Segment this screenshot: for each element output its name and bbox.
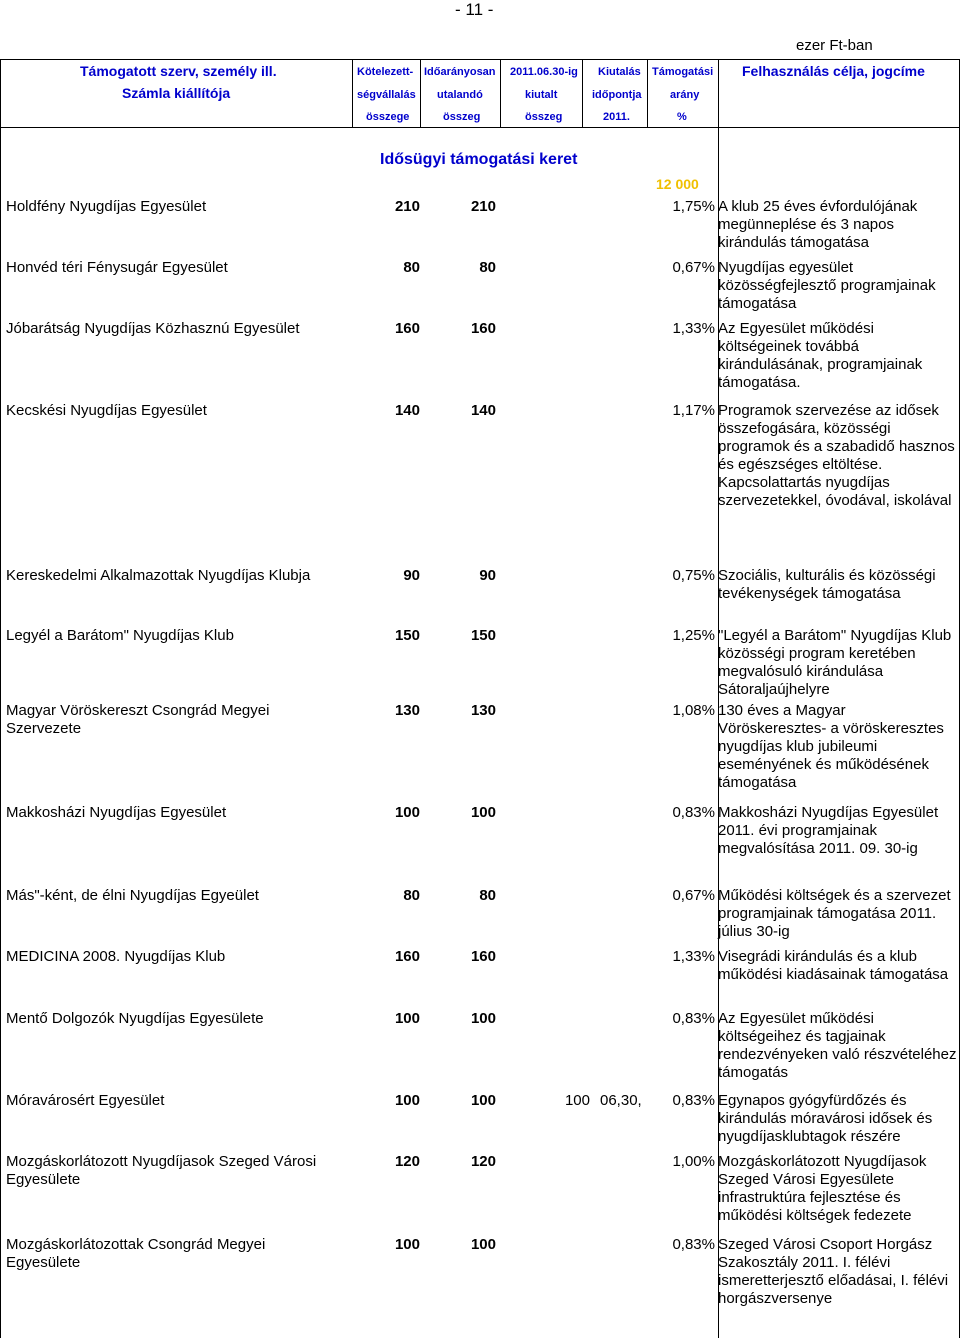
- support-ratio: 0,83%: [672, 804, 715, 821]
- paid-amount: 100: [564, 1092, 590, 1109]
- support-ratio: 0,83%: [672, 1092, 715, 1109]
- header-divider: [500, 59, 501, 127]
- usage-purpose: 130 éves a Magyar Vöröskeresztes- a vöröskeresztes nyugdíjas klub jubileumi eseményének és működésének támogatása: [718, 702, 944, 791]
- section-amount: 12 000: [656, 176, 699, 192]
- header-col3-line3: összeg: [443, 111, 481, 123]
- support-ratio: 0,67%: [672, 259, 715, 276]
- commitment-amount: 80: [403, 259, 420, 276]
- usage-purpose: Programok szervezése az idősek összefogására, közösségi programok és a szabadidő hasznos és egészséges eltöltése. Kapcsolattartás nyugdíjas szervezetekkel, óvodával, iskolával: [718, 402, 955, 509]
- usage-purpose: Az Egyesület működési költségeihez és tagjainak rendezvényeken való részvételéhez támogatás: [718, 1010, 957, 1081]
- support-ratio: 1,08%: [672, 702, 715, 719]
- section-title: Idősügyi támogatási keret: [380, 151, 578, 168]
- usage-purpose: Szeged Városi Csoport Horgász Szakosztály 2011. I. félévi ismeretterjesztő előadásai, I. félévi horgászversenye: [718, 1236, 949, 1307]
- org-name: Kecskési Nyugdíjas Egyesület: [6, 402, 207, 419]
- commitment-amount: 210: [394, 198, 420, 215]
- support-ratio: 0,75%: [672, 567, 715, 584]
- org-name: Holdfény Nyugdíjas Egyesület: [6, 198, 207, 215]
- header-col6-line1: Támogatási: [652, 66, 714, 78]
- support-ratio: 1,00%: [672, 1153, 715, 1170]
- usage-purpose: A klub 25 éves évfordulójának megünneplése és 3 napos kirándulás támogatása: [718, 198, 918, 251]
- header-divider: [420, 59, 421, 127]
- support-ratio: 1,75%: [672, 198, 715, 215]
- header-col3-line1: Időarányosan: [424, 66, 496, 78]
- support-ratio: 0,83%: [672, 1010, 715, 1027]
- header-col3-line2: utalandó: [437, 89, 483, 101]
- proportional-amount: 120: [470, 1153, 496, 1170]
- header-col1-line1: Támogatott szerv, személy ill.: [80, 63, 277, 79]
- header-col6-line3: %: [677, 111, 687, 123]
- header-col2-line1: Kötelezett-: [357, 66, 414, 78]
- proportional-amount: 160: [470, 948, 496, 965]
- header-col1-line2: Számla kiállítója: [122, 85, 231, 101]
- commitment-amount: 100: [394, 1236, 420, 1253]
- table-left-border: [0, 59, 1, 1338]
- header-col5-line3: 2011.: [603, 111, 630, 123]
- org-name: Mozgáskorlátozott Nyugdíjasok Szeged Városi Egyesülete: [6, 1153, 317, 1188]
- support-ratio: 1,33%: [672, 948, 715, 965]
- org-name: Más"-ként, de élni Nyugdíjas Egyeület: [6, 887, 259, 904]
- commitment-amount: 160: [394, 948, 420, 965]
- commitment-amount: 120: [394, 1153, 420, 1170]
- proportional-amount: 140: [470, 402, 496, 419]
- usage-purpose: Makkosházi Nyugdíjas Egyesület 2011. évi programjainak megvalósítása 2011. 09. 30-ig: [718, 804, 939, 857]
- proportional-amount: 160: [470, 320, 496, 337]
- header-top-line: [0, 59, 960, 60]
- org-name: Kereskedelmi Alkalmazottak Nyugdíjas Klubja: [6, 567, 311, 584]
- support-ratio: 1,25%: [672, 627, 715, 644]
- usage-purpose: Mozgáskorlátozott Nyugdíjasok Szeged Városi Egyesülete infrastruktúra fejlesztése és működési költségek fedezete: [718, 1153, 927, 1224]
- org-name: Honvéd téri Fénysugár Egyesület: [6, 259, 228, 276]
- usage-purpose: "Legyél a Barátom" Nyugdíjas Klub közösségi program keretében megvalósuló kirándulása Sátoraljaújhelyre: [718, 627, 952, 698]
- support-ratio: 0,67%: [672, 887, 715, 904]
- payment-date: 06,30,: [600, 1092, 642, 1109]
- proportional-amount: 80: [479, 259, 496, 276]
- proportional-amount: 100: [470, 1010, 496, 1027]
- proportional-amount: 80: [479, 887, 496, 904]
- proportional-amount: 100: [470, 1092, 496, 1109]
- proportional-amount: 210: [470, 198, 496, 215]
- usage-purpose: Működési költségek és a szervezet programjainak támogatása 2011. július 30-ig: [718, 887, 951, 940]
- commitment-amount: 150: [394, 627, 420, 644]
- commitment-amount: 140: [394, 402, 420, 419]
- org-name: Móravárosért Egyesület: [6, 1092, 165, 1109]
- org-name: Mentő Dolgozók Nyugdíjas Egyesülete: [6, 1010, 264, 1027]
- header-col4-line2: kiutalt: [525, 89, 558, 101]
- org-name: Magyar Vöröskereszt Csongrád Megyei Szervezete: [6, 702, 270, 737]
- org-name: Makkosházi Nyugdíjas Egyesület: [6, 804, 227, 821]
- support-ratio: 1,33%: [672, 320, 715, 337]
- proportional-amount: 130: [470, 702, 496, 719]
- header-col2-line3: összege: [366, 111, 410, 123]
- support-ratio: 1,17%: [672, 402, 715, 419]
- header-bottom-line: [0, 127, 960, 128]
- proportional-amount: 90: [479, 567, 496, 584]
- commitment-amount: 130: [394, 702, 420, 719]
- org-name: Mozgáskorlátozottak Csongrád Megyei Egyesülete: [6, 1236, 266, 1271]
- usage-purpose: Visegrádi kirándulás és a klub működési kiadásainak támogatása: [718, 948, 949, 983]
- commitment-amount: 80: [403, 887, 420, 904]
- usage-purpose: Egynapos gyógyfürdőzés és kirándulás móravárosi idősek és nyugdíjasklubtagok részére: [718, 1092, 933, 1145]
- header-col5-line1: Kiutalás: [598, 66, 641, 78]
- header-col5-line2: időpontja: [592, 89, 642, 101]
- commitment-amount: 90: [403, 567, 420, 584]
- org-name: MEDICINA 2008. Nyugdíjas Klub: [6, 948, 226, 965]
- header-col4-line3: összeg: [525, 111, 563, 123]
- commitment-amount: 100: [394, 1092, 420, 1109]
- commitment-amount: 100: [394, 804, 420, 821]
- proportional-amount: 150: [470, 627, 496, 644]
- usage-purpose: Az Egyesület működési költségeinek továbbá kirándulásának, programjainak támogatása.: [718, 320, 923, 391]
- header-divider: [582, 59, 583, 127]
- commitment-amount: 160: [394, 320, 420, 337]
- header-col2-line2: ségvállalás: [357, 89, 416, 101]
- usage-purpose: Nyugdíjas egyesület közösségfejlesztő programjainak támogatása: [718, 259, 936, 312]
- page-number: - 11 -: [455, 0, 494, 19]
- header-col7: Felhasználás célja, jogcíme: [742, 63, 925, 79]
- header-divider: [647, 59, 648, 127]
- org-name: Legyél a Barátom" Nyugdíjas Klub: [6, 627, 234, 644]
- unit-label: ezer Ft-ban: [796, 37, 873, 54]
- header-col4-line1: 2011.06.30-ig: [510, 66, 578, 78]
- proportional-amount: 100: [470, 804, 496, 821]
- header-divider: [352, 59, 353, 127]
- commitment-amount: 100: [394, 1010, 420, 1027]
- header-col6-line2: arány: [670, 89, 700, 101]
- org-name: Jóbarátság Nyugdíjas Közhasznú Egyesület: [6, 320, 300, 337]
- proportional-amount: 100: [470, 1236, 496, 1253]
- usage-purpose: Szociális, kulturális és közösségi tevékenységek támogatása: [718, 567, 936, 602]
- support-ratio: 0,83%: [672, 1236, 715, 1253]
